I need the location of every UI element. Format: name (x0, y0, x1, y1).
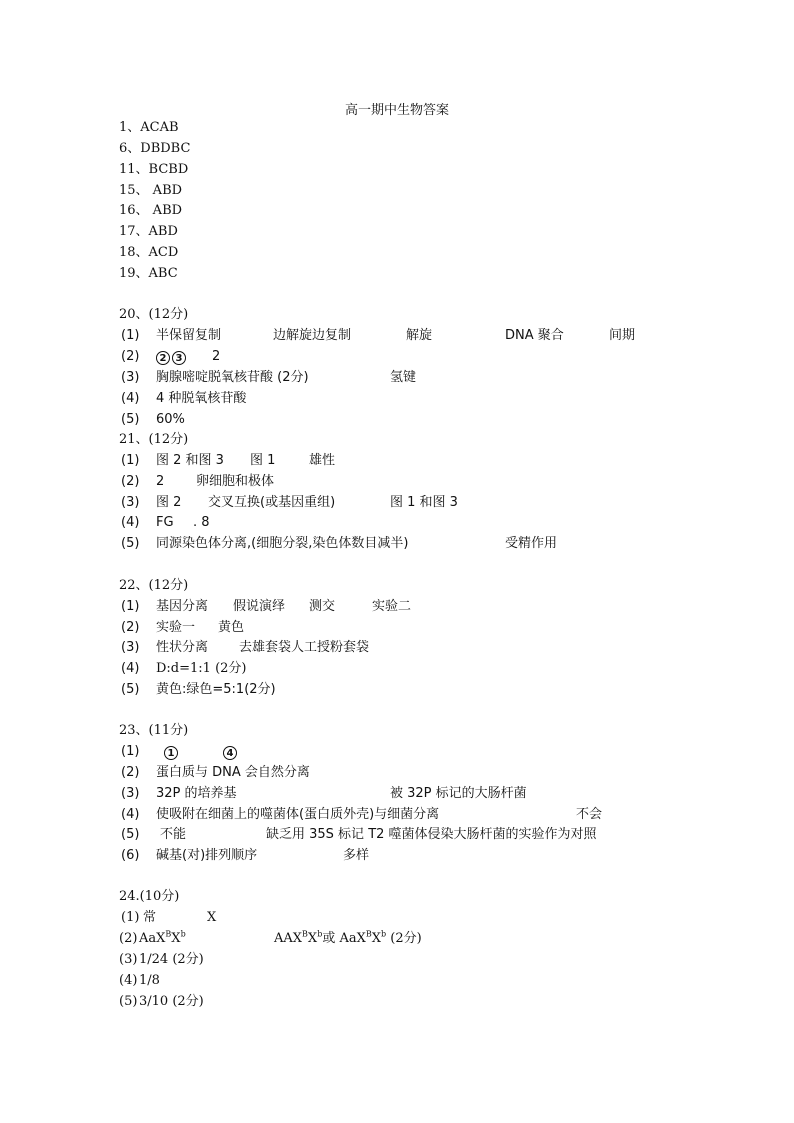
answer-text: 4 种脱氧核苷酸 (156, 391, 247, 406)
item-number: (5) (121, 682, 140, 697)
item-number: (1) (121, 328, 140, 343)
page-title: 高一期中生物答案 (344, 103, 449, 118)
item-number: (5) (119, 994, 138, 1009)
item-number: (3) (121, 786, 140, 801)
answer-text: 交叉互换(或基因重组) (208, 495, 336, 510)
mc-number: 17、 (119, 224, 149, 239)
answer-text: X (207, 910, 217, 925)
mc-number: 11、 (119, 162, 149, 177)
genotype-answer: $AAX^BX^b$或 $AaX^BX^b$ (2分) (274, 929, 422, 946)
answer-text: 基因分离 (156, 599, 209, 614)
circled-number-icon: 2 (156, 351, 170, 365)
mc-line (119, 245, 178, 261)
answer-text: 实验一 (156, 620, 196, 635)
answer-text: 蛋白质与 DNA 会自然分离 (156, 765, 310, 780)
answer-text: 测交 (309, 599, 336, 614)
item-number: (6) (121, 848, 140, 863)
mc-line (119, 224, 178, 240)
answer-text: 半保留复制 (156, 328, 222, 343)
item-number: (2) (119, 931, 138, 946)
answer-text: 多样 (343, 848, 370, 863)
answer-text: 图 1 和图 3 (390, 495, 458, 510)
answer-text: 假说演绎 (233, 599, 286, 614)
answer-text: 32P 的培养基 (156, 786, 237, 801)
item-number: (5) (121, 536, 140, 551)
item-number: (3) (119, 952, 138, 967)
mc-line (119, 162, 188, 178)
mc-line (119, 266, 178, 282)
item-number: (3) (121, 495, 140, 510)
q24-heading: 24.(10分) (119, 889, 180, 904)
q20-heading: 20、(12分) (119, 307, 189, 322)
circled-number-icon: 4 (223, 746, 237, 760)
mc-number: 6、 (119, 141, 141, 156)
mc-number: 19、 (119, 266, 149, 281)
item-number: (2) (121, 349, 140, 364)
mc-answer: ACD (148, 245, 179, 260)
answer-text: 常 (143, 910, 157, 925)
item-number: (1) (121, 744, 140, 759)
answer-text: DNA 聚合 (505, 328, 564, 343)
answer-text: 图 1 (250, 453, 276, 468)
circled-number-icon: 3 (172, 351, 186, 365)
circled-number-icon: 1 (164, 746, 178, 760)
answer-text: 边解旋边复制 (273, 328, 352, 343)
answer-text: 使吸附在细菌上的噬菌体(蛋白质外壳)与细菌分离 (156, 807, 440, 822)
item-number: (4) (121, 807, 140, 822)
answer-text: 去雄套袋人工授粉套袋 (239, 640, 370, 655)
answer-text: 卵细胞和极体 (196, 474, 275, 489)
answer-text: 胸腺嘧啶脱氧核苷酸 (2分) (156, 370, 309, 385)
item-number: (4) (121, 515, 140, 530)
item-number: (3) (121, 640, 140, 655)
mc-answer: ABD (148, 183, 183, 198)
answer-text: 性状分离 (156, 640, 209, 655)
answer-text: 2 (212, 349, 221, 364)
mc-answer: DBDBC (140, 141, 191, 156)
mc-number: 1、 (119, 120, 141, 135)
mc-line (119, 183, 182, 199)
answer-text: 碱基(对)排列顺序 (156, 848, 258, 863)
item-number: (2) (121, 474, 140, 489)
q23-heading: 23、(11分) (119, 723, 189, 738)
answer-text: 间期 (609, 328, 636, 343)
mc-line (119, 120, 179, 136)
answer-text: 不会 (576, 807, 603, 822)
mc-answer: ACAB (140, 120, 179, 135)
answer-text: . 8 (193, 515, 210, 530)
item-number: (1) (121, 453, 140, 468)
answer-text: 2 (156, 474, 165, 489)
item-number: (2) (121, 765, 140, 780)
answer-text: 雄性 (309, 453, 336, 468)
mc-answer: ABC (148, 266, 178, 281)
mc-answer: ABD (148, 224, 178, 239)
answer-text: 被 32P 标记的大肠杆菌 (390, 786, 527, 801)
answer-text: 不能 (160, 827, 187, 842)
mc-line (119, 141, 190, 157)
item-number: (1) (121, 910, 140, 925)
q21-heading: 21、(12分) (119, 432, 189, 447)
mc-answer: ABD (148, 203, 183, 218)
answer-text: 3/10 (2分) (139, 994, 204, 1009)
answer-text: 60% (156, 412, 185, 427)
item-number: (2) (121, 620, 140, 635)
mc-number: 15、 (119, 183, 149, 198)
item-number: (3) (121, 370, 140, 385)
item-number: (1) (121, 599, 140, 614)
mc-number: 18、 (119, 245, 149, 260)
item-number: (5) (121, 827, 140, 842)
answer-text: 受精作用 (505, 536, 558, 551)
answer-text: 同源染色体分离,(细胞分裂,染色体数目减半) (156, 536, 409, 551)
answer-text: 缺乏用 35S 标记 T2 噬菌体侵染大肠杆菌的实验作为对照 (266, 827, 597, 842)
answer-text: 黄色:绿色=5:1(2分) (156, 682, 276, 697)
answer-text: 实验二 (372, 599, 412, 614)
answer-text: FG (156, 515, 174, 530)
mc-number: 16、 (119, 203, 149, 218)
item-number: (4) (121, 391, 140, 406)
answer-text: 氢键 (390, 370, 417, 385)
genotype-answer: $AaX^BX^b$ (139, 929, 186, 946)
answer-text: 1/24 (2分) (139, 952, 204, 967)
mc-line (119, 203, 182, 219)
item-number: (4) (121, 661, 140, 676)
item-number: (5) (121, 412, 140, 427)
answer-text: 图 2 (156, 495, 182, 510)
mc-answer: BCBD (148, 162, 189, 177)
answer-text: 解旋 (406, 328, 433, 343)
item-number: (4) (119, 973, 138, 988)
answer-text: D:d=1:1 (2分) (156, 661, 247, 676)
answer-text: 图 2 和图 3 (156, 453, 224, 468)
answer-text: 1/8 (139, 973, 160, 988)
answer-text: 黄色 (218, 620, 245, 635)
q22-heading: 22、(12分) (119, 578, 189, 593)
